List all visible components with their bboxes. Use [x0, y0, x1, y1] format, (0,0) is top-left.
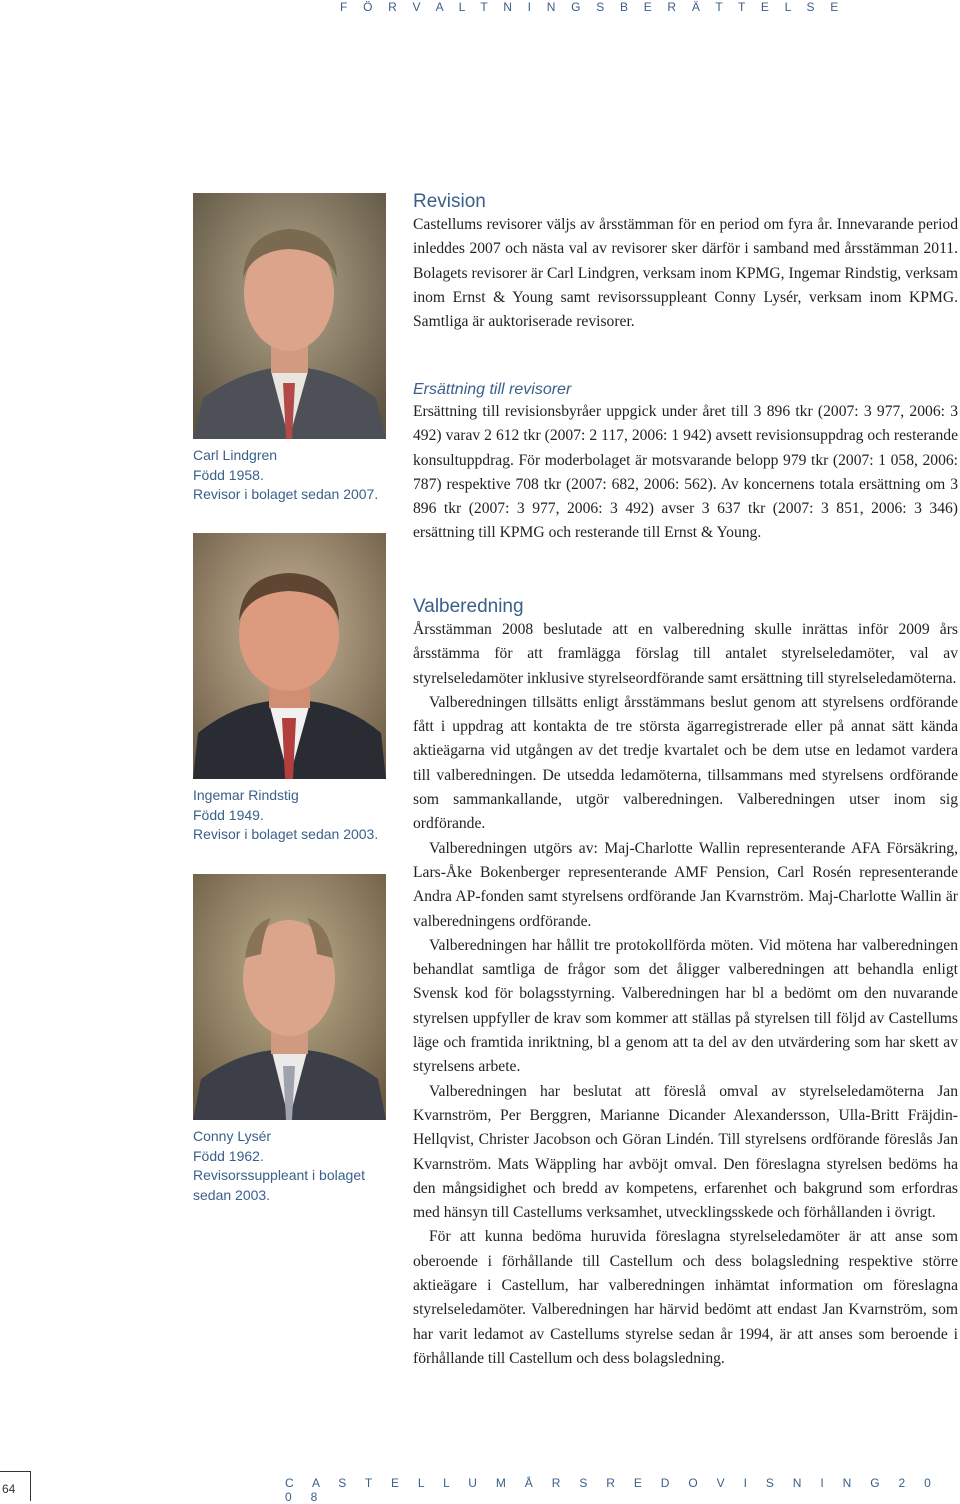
revision-heading: Revision	[413, 191, 486, 212]
publication-footer: C A S T E L L U M Å R S R E D O V I S N I N G 2 0 0 8	[285, 1476, 939, 1504]
revision-section	[413, 191, 958, 334]
auditor-name: Ingemar Rindstig	[193, 787, 299, 803]
auditor-name: Conny Lysér	[193, 1128, 272, 1144]
portrait-photo-conny-lyser	[193, 874, 386, 1120]
revision-text: Castellums revisorer väljs av årsstämman för en period om fyra år. Innevarande period inleddes 2007 och nästa val av revisorer sker därför i samband med årsstämman 2011. Bolagets revisorer är Carl Lindgren, verksam inom KPMG, Ingemar Rindstig, verksam inom Ernst & Young samt revisorssuppleant Conny Lysér, verksam inom KPMG. Samtliga är auktoriserade revisorer.	[413, 216, 958, 331]
portrait-photo-carl-lindgren	[193, 193, 386, 439]
nomination-committee-section	[413, 596, 958, 1371]
nomination-paragraph: Valberedningen har beslutat att föreslå omval av styrelseledamöterna Jan Kvarnström, Per Berggren, Marianne Dicander Alexandersson, Ulla-Britt Fräjdin-Hellqvist, Christer Jacobson och Göran Lindén. Till styrelsens ordförande föreslås Jan Kvarnström. Mats Wäppling har avböjt omval. Den föreslagna styrelsen bedöms ha den mångsidighet och bredd av kompetens, erfarenhet och bakgrund som erfordras med hänsyn till Castellums verksamhet, utvecklingsskede och förhållanden i övrigt.	[413, 1082, 958, 1222]
auditor-caption-3	[193, 1127, 403, 1205]
auditor-role: Revisor i bolaget sedan 2003.	[193, 826, 379, 842]
page-number: 64	[2, 1482, 16, 1496]
nomination-heading: Valberedning	[413, 596, 524, 617]
auditor-caption-2	[193, 786, 403, 845]
auditor-name: Carl Lindgren	[193, 447, 278, 463]
fees-heading: Ersättning till revisorer	[413, 381, 572, 398]
page-number-box	[0, 1471, 31, 1501]
portrait-photo-ingemar-rindstig	[193, 533, 386, 779]
auditor-caption-1	[193, 446, 403, 505]
auditor-role: sedan 2003.	[193, 1186, 271, 1203]
nomination-paragraph: Valberedningen har hållit tre protokollförda möten. Vid mötena har valberedningen behandlat samtliga de frågor som det åligger valberedningen att behandla enligt Svensk kod för bolagsstyrning. Valberedningen har bl a bedömt om den nuvarande styrelsen uppfyller de krav som kommer att ställas på styrelsen till följd av Castellums läge och framtida inriktning, bl a genom att ta del av den utvärdering som har skett av styrelsens arbete.	[413, 936, 958, 1076]
nomination-paragraph: Årsstämman 2008 beslutade att en valberedning skulle inrättas inför 2009 års årsstämma för att framlägga förslag till antalet styrelseledamöter, val av styrelseledamöter inklusive styrelseordförande samt ersättning till styrelseledamöterna.	[413, 621, 958, 687]
auditor-born: Född 1962.	[193, 1147, 264, 1164]
nomination-paragraph: Valberedningen utgörs av: Maj-Charlotte Wallin representerande AFA Försäkring, Lars-Åke Bokenberger representerande AMF Pension, Carl Rosén representerande Andra AP-fonden samt styrelsens ordförande Jan Kvarnström. Maj-Charlotte Wallin är valberedningens ordförande.	[413, 839, 958, 930]
auditor-role: Revisorssuppleant i bolaget	[193, 1167, 365, 1183]
fees-text: Ersättning till revisionsbyråer uppgick under året till 3 896 tkr (2007: 3 977, 2006: 3 492) varav 2 612 tkr (2007: 2 117, 2006: 1 942) avsett revisionsuppdrag och resterande konsultuppdrag. För moderbolaget är motsvarande belopp 979 tkr (2007: 1 058, 2006: 787) respektive 708 tkr (2007: 682, 2006: 562). Av koncernens totala ersättning om 3 896 tkr (2007: 3 977, 2006: 3 492) avser 3 637 tkr (2007: 3 851, 2006: 3 346) ersättning till KPMG och resterande till Ernst & Young.	[413, 403, 958, 542]
nomination-paragraph: För att kunna bedöma huruvida föreslagna styrelseledamöter är att anse som oberoende i förhållande till Castellum och dess bolagsledning respektive större aktieägare i Castellum, har valberedningen inhämtat information om föreslagna styrelseledamöter. Valberedningen har härvid bedömt att endast Jan Kvarnström, som har varit ledamot av Castellums styrelse sedan år 1994, är att anses som beroende i förhållande till Castellum och dess bolagsledning.	[413, 1228, 958, 1367]
auditor-born: Född 1949.	[193, 806, 264, 823]
auditor-born: Född 1958.	[193, 466, 264, 483]
section-header: F Ö R V A L T N I N G S B E R Ä T T E L S E	[340, 0, 845, 14]
auditor-role: Revisor i bolaget sedan 2007.	[193, 486, 379, 502]
fees-section	[413, 380, 958, 546]
nomination-paragraph: Valberedningen tillsätts enligt årsstämmans beslut genom att styrelsens ordförande fått i uppdrag att kontakta de tre största ägarregistrerade eller på annat sätt kända aktieägarna vid utgången av det tredje kvartalet och be dem utse en ledamot vardera till valberedningen. De utsedda ledamöterna, tillsammans med styrelsens ordförande som sammankallande, utgör valberedningen. Valberedningen utser inom sig ordförande.	[413, 693, 958, 833]
